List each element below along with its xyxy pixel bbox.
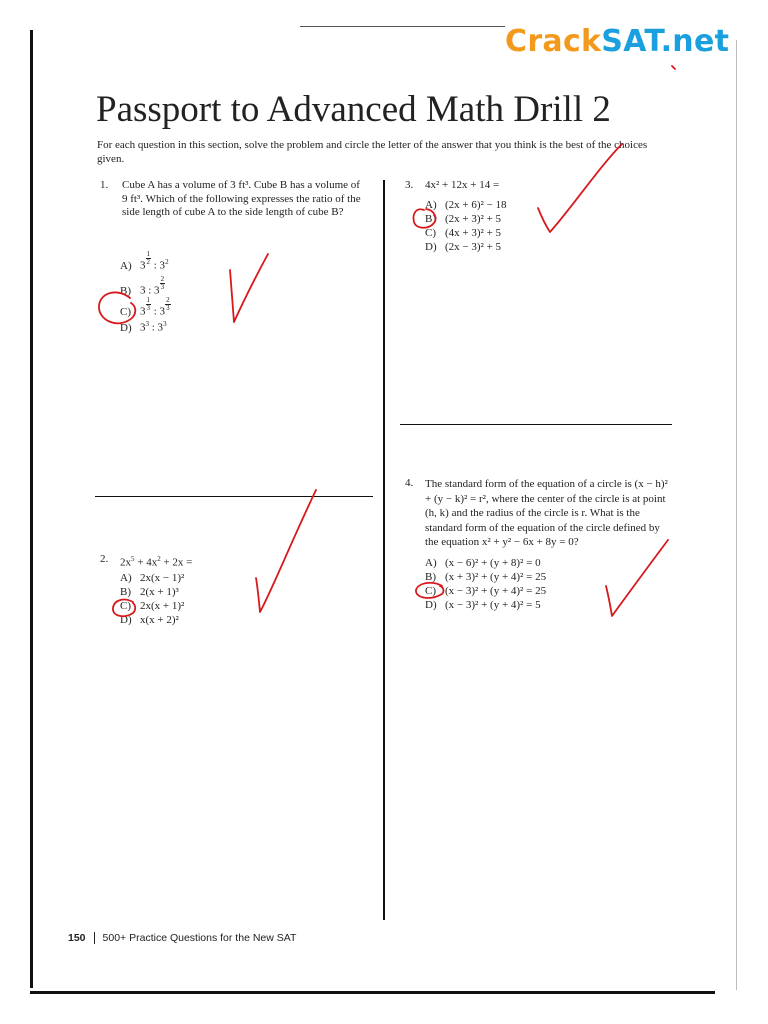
watermark-part-sat: SAT.net (601, 24, 730, 59)
question-text: The standard form of the equation of a circle is (x − h)² + (y − k)² = r², where the center of the circle is at point (h, k) and the radius of the circle is r. What is the standard form of the equation of the circle defined by the equation x² + y² − 6x + 8y = 0? (425, 478, 668, 548)
exponent-fraction: $\frac{2}{3}$ (166, 296, 170, 312)
page-number: 150 (68, 932, 86, 944)
option-b[interactable]: B) 3 : 3 $\frac{2}{3}$ (120, 275, 165, 297)
page-footer (68, 932, 296, 944)
exponent-fraction: $\frac{1}{2}$ (146, 250, 150, 266)
left-scan-edge (30, 30, 33, 988)
question-text: Cube A has a volume of 3 ft³. Cube B has a volume of 9 ft³. Which of the following expresses the ratio of the side length of cube A to the side length of cube B? (122, 179, 361, 218)
column-divider (383, 180, 385, 920)
question-1 (100, 179, 370, 339)
option-c[interactable]: C) 2x(x + 1)² (120, 600, 185, 612)
option-d[interactable]: D) x(x + 2)² (120, 614, 179, 626)
top-rule (300, 26, 505, 27)
question-text: 4x² + 12x + 14 = (425, 179, 500, 191)
question-4 (405, 477, 677, 617)
watermark-part-crack: Crack (505, 24, 602, 59)
book-title: 500+ Practice Questions for the New SAT (102, 932, 297, 944)
option-d[interactable]: D) (x − 3)² + (y + 4)² = 5 (425, 599, 541, 611)
right-scan-edge (736, 40, 737, 990)
question-text: $2x^5 + 4x^2 + 2x$ = (120, 555, 193, 569)
exponent-fraction: $\frac{2}{3}$ (160, 275, 165, 291)
question-2 (100, 553, 370, 633)
option-d[interactable]: D) $3^3$ : $3^3$ (120, 320, 167, 334)
page-title: Passport to Advanced Math Drill 2 (96, 89, 611, 130)
question-3 (405, 179, 675, 259)
left-section-divider (95, 496, 373, 497)
option-b[interactable]: B) (2x + 3)² + 5 (425, 213, 502, 225)
right-section-divider (400, 424, 672, 425)
instructions: For each question in this section, solve the problem and circle the letter of the answer that you think is the best of the choices given. (97, 139, 648, 165)
question-number: 1. (100, 179, 109, 191)
smudge-mark (672, 66, 675, 69)
option-c[interactable]: C) (x − 3)² + (y + 4)² = 25 (425, 585, 547, 597)
footer-separator (94, 932, 95, 944)
question-number: 2. (100, 553, 109, 565)
option-b[interactable]: B) 2(x + 1)³ (120, 586, 179, 598)
question-number: 4. (405, 477, 414, 489)
option-a[interactable]: A) 3 $\frac{1}{2}$ : $3^2$ (120, 250, 169, 272)
option-a[interactable]: A) 2x(x − 1)² (120, 572, 185, 584)
option-a[interactable]: A) (2x + 6)² − 18 (425, 199, 507, 211)
question-number: 3. (405, 179, 414, 191)
option-b[interactable]: B) (x + 3)² + (y + 4)² = 25 (425, 571, 547, 583)
exponent-fraction: $\frac{1}{3}$ (146, 296, 150, 312)
option-a[interactable]: A) (x − 6)² + (y + 8)² = 0 (425, 557, 541, 569)
watermark-logo (505, 24, 729, 59)
option-c[interactable]: C) 3 $\frac{1}{3}$ : 3 $\frac{2}{3}$ (120, 296, 170, 318)
option-c[interactable]: C) (4x + 3)² + 5 (425, 227, 502, 239)
bottom-scan-edge (30, 991, 715, 994)
option-d[interactable]: D) (2x − 3)² + 5 (425, 241, 502, 253)
